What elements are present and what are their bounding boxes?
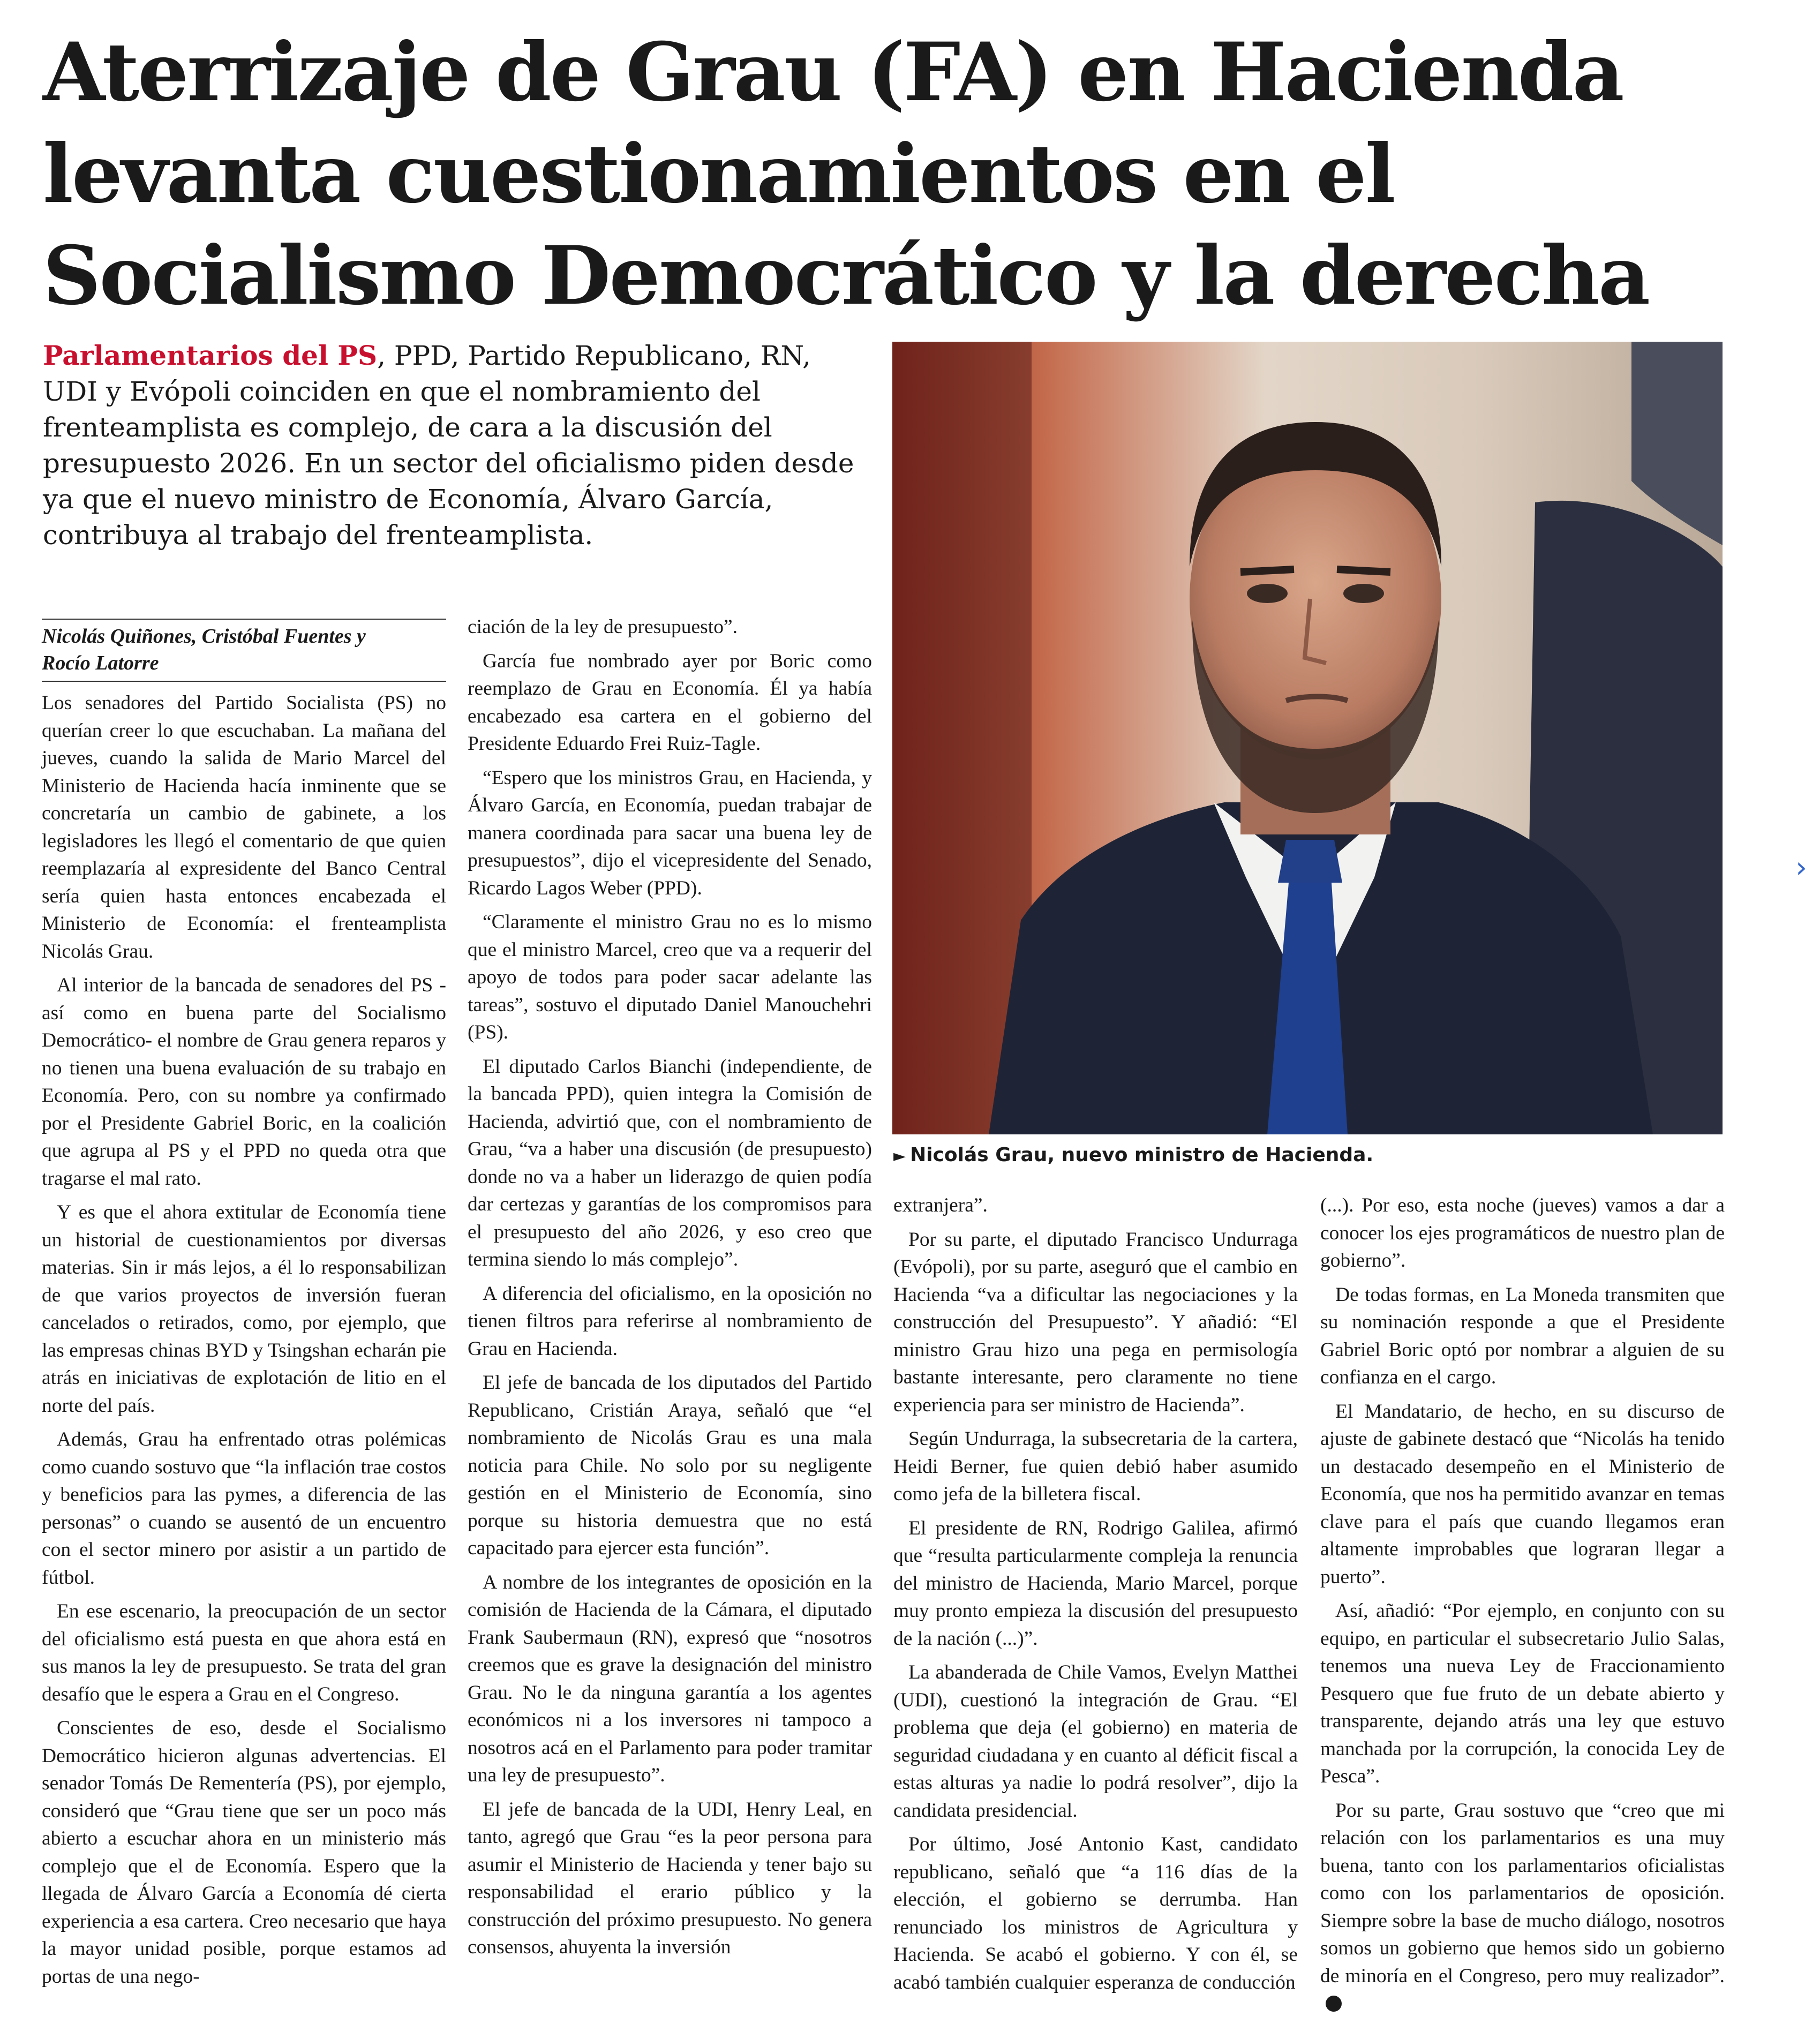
byline-line-1: Nicolás Quiñones, Cristóbal Fuentes y <box>42 625 366 648</box>
byline-line-2: Rocío Latorre <box>42 652 159 674</box>
body-paragraph: De todas formas, en La Moneda transmiten que su nominación responde a que el Presidente Gabriel Boric optó por nombrar a alguien de su confianza en el cargo. <box>1320 1283 1725 1388</box>
body-column-4 <box>1320 1192 1725 2018</box>
body-column-2 <box>468 613 872 1961</box>
lead-text: , PPD, Partido Republicano, RN, UDI y Evópoli coinciden en que el nombramiento del frenteamplista es complejo, de cara a la discusión del presupuesto 2026. En un sector del oficialismo piden desde ya que el nuevo ministro de Economía, Álvaro García, contribuya al trabajo del frenteamplista. <box>43 340 854 551</box>
lead-paragraph <box>43 337 868 553</box>
headline-line-2: levanta cuestionamientos en el <box>43 127 1394 221</box>
lead-kicker: Parlamentarios del PS <box>43 340 378 371</box>
body-column-3 <box>893 1192 1298 1996</box>
byline <box>42 619 446 682</box>
body-paragraph: El presidente de RN, Rodrigo Galilea, afirmó que “resulta particularmente compleja la renuncia del ministro de Hacienda, Mario Marcel, porque muy pronto empieza la discusión del presupuesto de la nación (...)”. <box>893 1517 1298 1650</box>
body-paragraph: El jefe de bancada de la UDI, Henry Leal, en tanto, agregó que Grau “es la peor persona para asumir el Ministerio de Hacienda y tener bajo su responsabilidad el erario público y la construcción del próximo presupuesto. No genera consensos, ahuyenta la inversión <box>468 1798 872 1958</box>
body-paragraph: Además, Grau ha enfrentado otras polémicas como cuando sostuvo que “la inflación trae costos y beneficios para las pymes, a diferencia de las personas” o cuando se ausentó de un encuentro con el sector minero por asistir a un partido de fútbol. <box>42 1428 446 1589</box>
body-paragraph: extranjera”. <box>893 1194 988 1216</box>
body-paragraph: Según Undurraga, la subsecretaria de la cartera, Heidi Berner, fue quien debió haber asumido como jefa de la billetera fiscal. <box>893 1428 1298 1505</box>
photo-caption-text: Nicolás Grau, nuevo ministro de Hacienda. <box>910 1144 1374 1166</box>
caption-triangle-icon: ► <box>893 1147 906 1165</box>
headline-line-3: Socialismo Democrático y la derecha <box>43 229 1649 323</box>
body-paragraph: La abanderada de Chile Vamos, Evelyn Matthei (UDI), cuestionó la integración de Grau. “El problema que deja (el gobierno) en materia de seguridad ciudadana y en cuanto al déficit fiscal a estas alturas ya nadie lo podrá resolver”, dijo la candidata presidencial. <box>893 1661 1298 1822</box>
portrait-photo <box>892 342 1723 1134</box>
body-paragraph: A diferencia del oficialismo, en la oposición no tienen filtros para referirse al nombramiento de Grau en Hacienda. <box>468 1282 872 1360</box>
body-paragraph: A nombre de los integrantes de oposición en la comisión de Hacienda de la Cámara, el diputado Frank Saubermaun (RN), expresó que “nosotros creemos que es grave la designación del ministro Grau. No le da ninguna garantía a los agentes económicos ni a los inversores ni tampoco a nosotros acá en el Parlamento para poder tramitar una ley de presupuesto”. <box>468 1571 872 1786</box>
body-paragraph: Conscientes de eso, desde el Socialismo Democrático hicieron algunas advertencias. El senador Tomás De Rementería (PS), por ejemplo, consideró que “Grau tiene que ser un poco más abierto a escuchar ahora en un ministerio más complejo que el de Economía. Espero que la llegada de Álvaro García a Economía dé cierta experiencia a esa cartera. Creo necesario que haya la mayor unidad posible, porque estamos ad portas de una nego- <box>42 1717 446 1988</box>
headline <box>43 21 1650 327</box>
body-paragraph: Por su parte, el diputado Francisco Undurraga (Evópoli), por su parte, aseguró que el cambio en Hacienda “va a dificultar las negociaciones y la construcción del Presupuesto”. Y añadió: “El ministro Grau hizo una pega en permisología bastante interesante, pero claramente no tiene experiencia para ser ministro de Hacienda”. <box>893 1228 1298 1416</box>
body-paragraph: Por último, José Antonio Kast, candidato republicano, señaló que “a 116 días de la elección, el gobierno se derrumba. Han renunciado los ministros de Agricultura y Hacienda. Se acabó el gobierno. Y con él, se acabó también cualquier esperanza de conducción <box>893 1833 1298 1993</box>
body-paragraph: García fue nombrado ayer por Boric como reemplazo de Grau en Economía. Él ya había encabezado esa cartera en el gobierno del Presidente Eduardo Frei Ruiz-Tagle. <box>468 650 872 755</box>
body-paragraph: (...). Por eso, esta noche (jueves) vamos a dar a conocer los ejes programáticos de nuestro plan de gobierno”. <box>1320 1194 1725 1271</box>
body-paragraph: “Espero que los ministros Grau, en Hacienda, y Álvaro García, en Economía, puedan trabajar de manera coordinada para sacar una buena ley de presupuestos”, dijo el vicepresidente del Senado, Ricardo Lagos Weber (PPD). <box>468 766 872 899</box>
body-paragraph: Y es que el ahora extitular de Economía tiene un historial de cuestionamientos por diversas materias. Sin ir más lejos, a él lo responsabilizan de que varios proyectos de inversión fueran cancelados o retirados, como, por ejemplo, que las empresas chinas BYD y Tsingshan echarán pie atrás en iniciativas de explotación de litio en el norte del país. <box>42 1201 446 1417</box>
body-paragraph: Así, añadió: “Por ejemplo, en conjunto con su equipo, en particular el subsecretario Julio Salas, tenemos una nueva Ley de Fraccionamiento Pesquero que fue fruto de un debate abierto y transparente, dejando atrás una ley que estuvo manchada por la corrupción, la conocida Ley de Pesca”. <box>1320 1600 1725 1787</box>
body-column-1 <box>42 619 446 1990</box>
photo-caption <box>893 1143 1724 1168</box>
body-paragraph: Los senadores del Partido Socialista (PS) no querían creer lo que escuchaban. La mañana del jueves, cuando la salida de Mario Marcel del Ministerio de Hacienda hacía inminente que se concretaría un cambio de gabinete, a los legisladores les llegó el comentario de que quien reemplazaría al expresidente del Banco Central sería quien hasta entonces encabezada el Ministerio de Economía: el frenteamplista Nicolás Grau. <box>42 692 446 962</box>
chevron-right-icon[interactable]: › <box>1795 851 1807 884</box>
body-paragraph: El jefe de bancada de los diputados del Partido Republicano, Cristián Araya, señaló que “el nombramiento de Nicolás Grau es una mala noticia para Chile. No solo por su negligente gestión en el Ministerio de Economía, sino porque su historia demuestra que no está capacitado para ejercer esta función”. <box>468 1372 872 1559</box>
body-paragraph-final <box>1320 1797 1725 2018</box>
body-paragraph: ciación de la ley de presupuesto”. <box>468 616 738 638</box>
headline-line-1: Aterrizaje de Grau (FA) en Hacienda <box>43 25 1623 119</box>
body-paragraph: “Claramente el ministro Grau no es lo mismo que el ministro Marcel, creo que va a requerir del apoyo de todos para poder sacar adelante las tareas”, sostuvo el diputado Daniel Manouchehri (PS). <box>468 911 872 1043</box>
body-paragraph: Al interior de la bancada de senadores del PS -así como en buena parte del Socialismo Democrático- el nombre de Grau genera reparos y no tienen una buena evaluación de su trabajo en Economía. Pero, con su nombre ya confirmado por el Presidente Gabriel Boric, en la coalición que agrupa al PS y el PPD no queda otra que tragarse el mal rato. <box>42 974 446 1190</box>
body-paragraph: El diputado Carlos Bianchi (independiente, de la bancada PPD), quien integra la Comisión de Hacienda, advirtió que, con el nombramiento de Grau, “va a haber una discusión (de presupuesto) donde no va a haber un liderazgo de quien podía dar certezas y garantías de los compromisos para el presupuesto del año 2026, y eso creo que termina siendo lo más complejo”. <box>468 1055 872 1270</box>
body-paragraph: El Mandatario, de hecho, en su discurso de ajuste de gabinete destacó que “Nicolás ha tenido un destacado desempeño en el Ministerio de Economía, que nos ha permitido avanzar en temas clave para el país que cuando llegamos eran altamente improbables que lograran llegar a puerto”. <box>1320 1400 1725 1588</box>
portrait-illustration <box>892 342 1723 1134</box>
end-of-article-icon <box>1326 1996 1342 2012</box>
final-paragraph-text: Por su parte, Grau sostuvo que “creo que mi relación con los parlamentarios es una muy buena, tanto con los parlamentarios oficialistas como con los parlamentarios de oposición. Siempre sobre la base de mucho diálogo, nosotros somos un gobierno que hemos sido un gobierno de minoría en el Congreso, pero muy realizador”. <box>1320 1799 1725 1987</box>
body-paragraph: En ese escenario, la preocupación de un sector del oficialismo está puesta en que ahora está en sus manos la ley de presupuesto. Se trata del gran desafío que le espera a Grau en el Congreso. <box>42 1600 446 1705</box>
